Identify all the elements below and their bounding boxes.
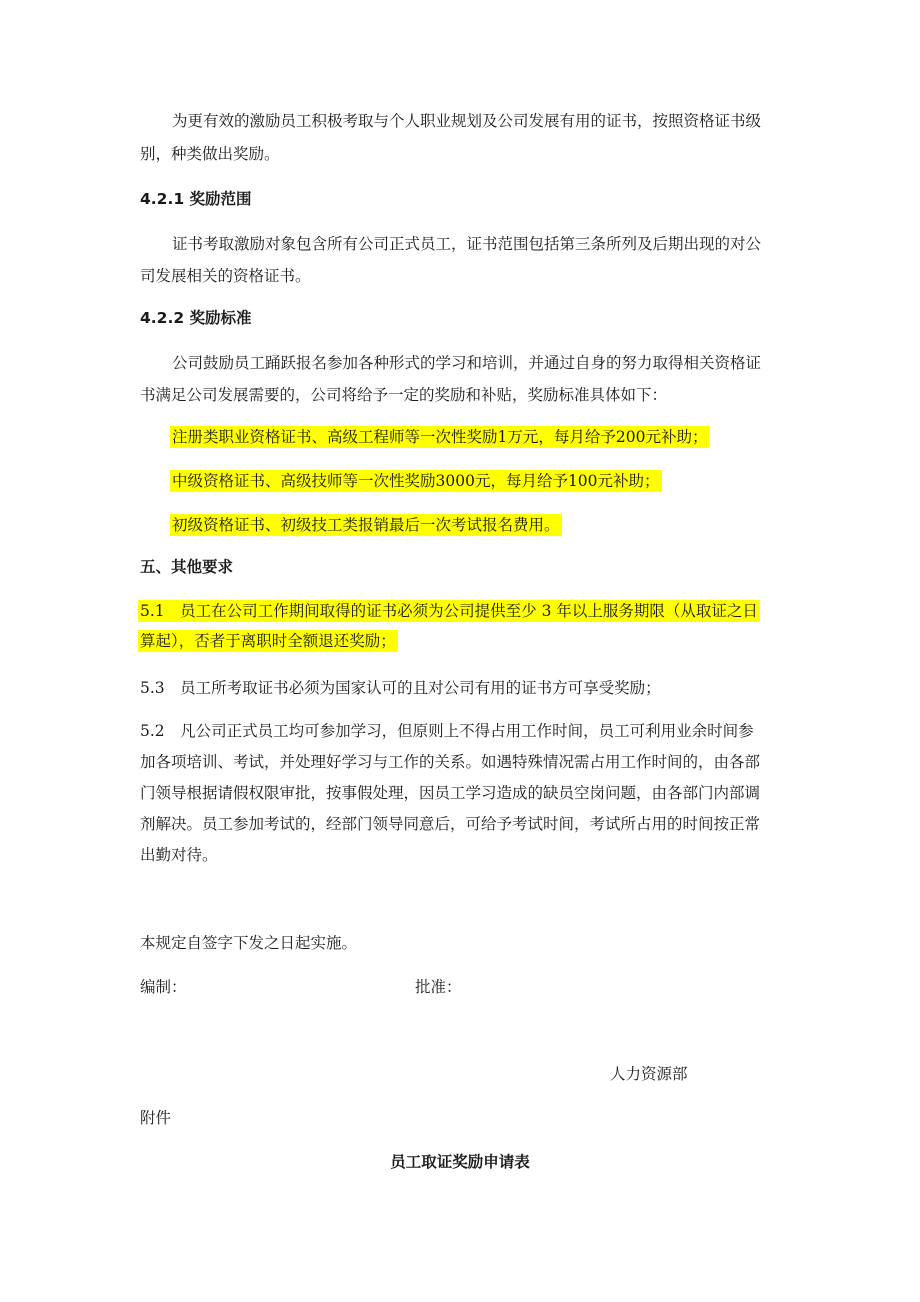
effective-statement: 本规定自签字下发之日起实施。 — [140, 934, 358, 952]
s422-line-2: 书满足公司发展需要的，公司将给予一定的奖励和补贴，奖励标准具体如下： — [140, 386, 668, 404]
highlight: 中级资格证书、高级技师等一次性奖励3000元，每月给予100元补助； — [172, 472, 660, 490]
section-heading-4-2-2: 4.2.2 奖励标准 — [140, 309, 252, 327]
form-title: 员工取证奖励申请表 — [390, 1153, 530, 1171]
prepared-by-label: 编制： — [140, 978, 187, 996]
reward-item-1 — [170, 426, 709, 448]
clause-5-1-line-2 — [138, 630, 398, 652]
section-heading-5: 五、其他要求 — [140, 558, 234, 576]
s421-line-1: 证书考取激励对象包含所有公司正式员工，证书范围包括第三条所列及后期出现的对公 — [172, 235, 762, 253]
clause-5-2-line-2: 加各项培训、考试，并处理好学习与工作的关系。如遇特殊情况需占用工作时间的，由各部 — [140, 753, 761, 771]
clause-5-1-line-1 — [138, 600, 760, 622]
reward-item-2 — [170, 470, 662, 492]
clause-5-2-line-5: 出勤对待。 — [140, 846, 218, 864]
department-signature: 人力资源部 — [610, 1065, 688, 1083]
highlight: 注册类职业资格证书、高级工程师等一次性奖励1万元，每月给予200元补助； — [172, 428, 708, 446]
s422-line-1: 公司鼓励员工踊跃报名参加各种形式的学习和培训，并通过自身的努力取得相关资格证 — [172, 354, 762, 372]
attachment-label: 附件 — [140, 1109, 172, 1127]
clause-5-3: 5.3 员工所考取证书必须为国家认可的且对公司有用的证书方可享受奖励； — [140, 679, 661, 697]
intro-line-2: 别，种类做出奖励。 — [140, 145, 280, 163]
highlight: 算起），否者于离职时全额退还奖励； — [140, 632, 396, 650]
approved-by-label: 批准： — [415, 978, 462, 996]
clause-5-2-line-3: 门领导根据请假权限审批，按事假处理，因员工学习造成的缺员空岗问题，由各部门内部调 — [140, 784, 761, 802]
highlight: 5.1 员工在公司工作期间取得的证书必须为公司提供至少 3 年以上服务期限（从取证之日 — [140, 602, 758, 620]
highlight: 初级资格证书、初级技工类报销最后一次考试报名费用。 — [172, 516, 560, 534]
section-heading-4-2-1: 4.2.1 奖励范围 — [140, 190, 252, 208]
reward-item-3 — [170, 514, 562, 536]
clause-5-2-line-4: 剂解决。员工参加考试的，经部门领导同意后，可给予考试时间，考试所占用的时间按正常 — [140, 815, 761, 833]
clause-5-2-line-1: 5.2 凡公司正式员工均可参加学习，但原则上不得占用工作时间，员工可利用业余时间参 — [140, 722, 754, 740]
intro-line-1: 为更有效的激励员工积极考取与个人职业规划及公司发展有用的证书，按照资格证书级 — [172, 112, 762, 130]
s421-line-2: 司发展相关的资格证书。 — [140, 267, 311, 285]
